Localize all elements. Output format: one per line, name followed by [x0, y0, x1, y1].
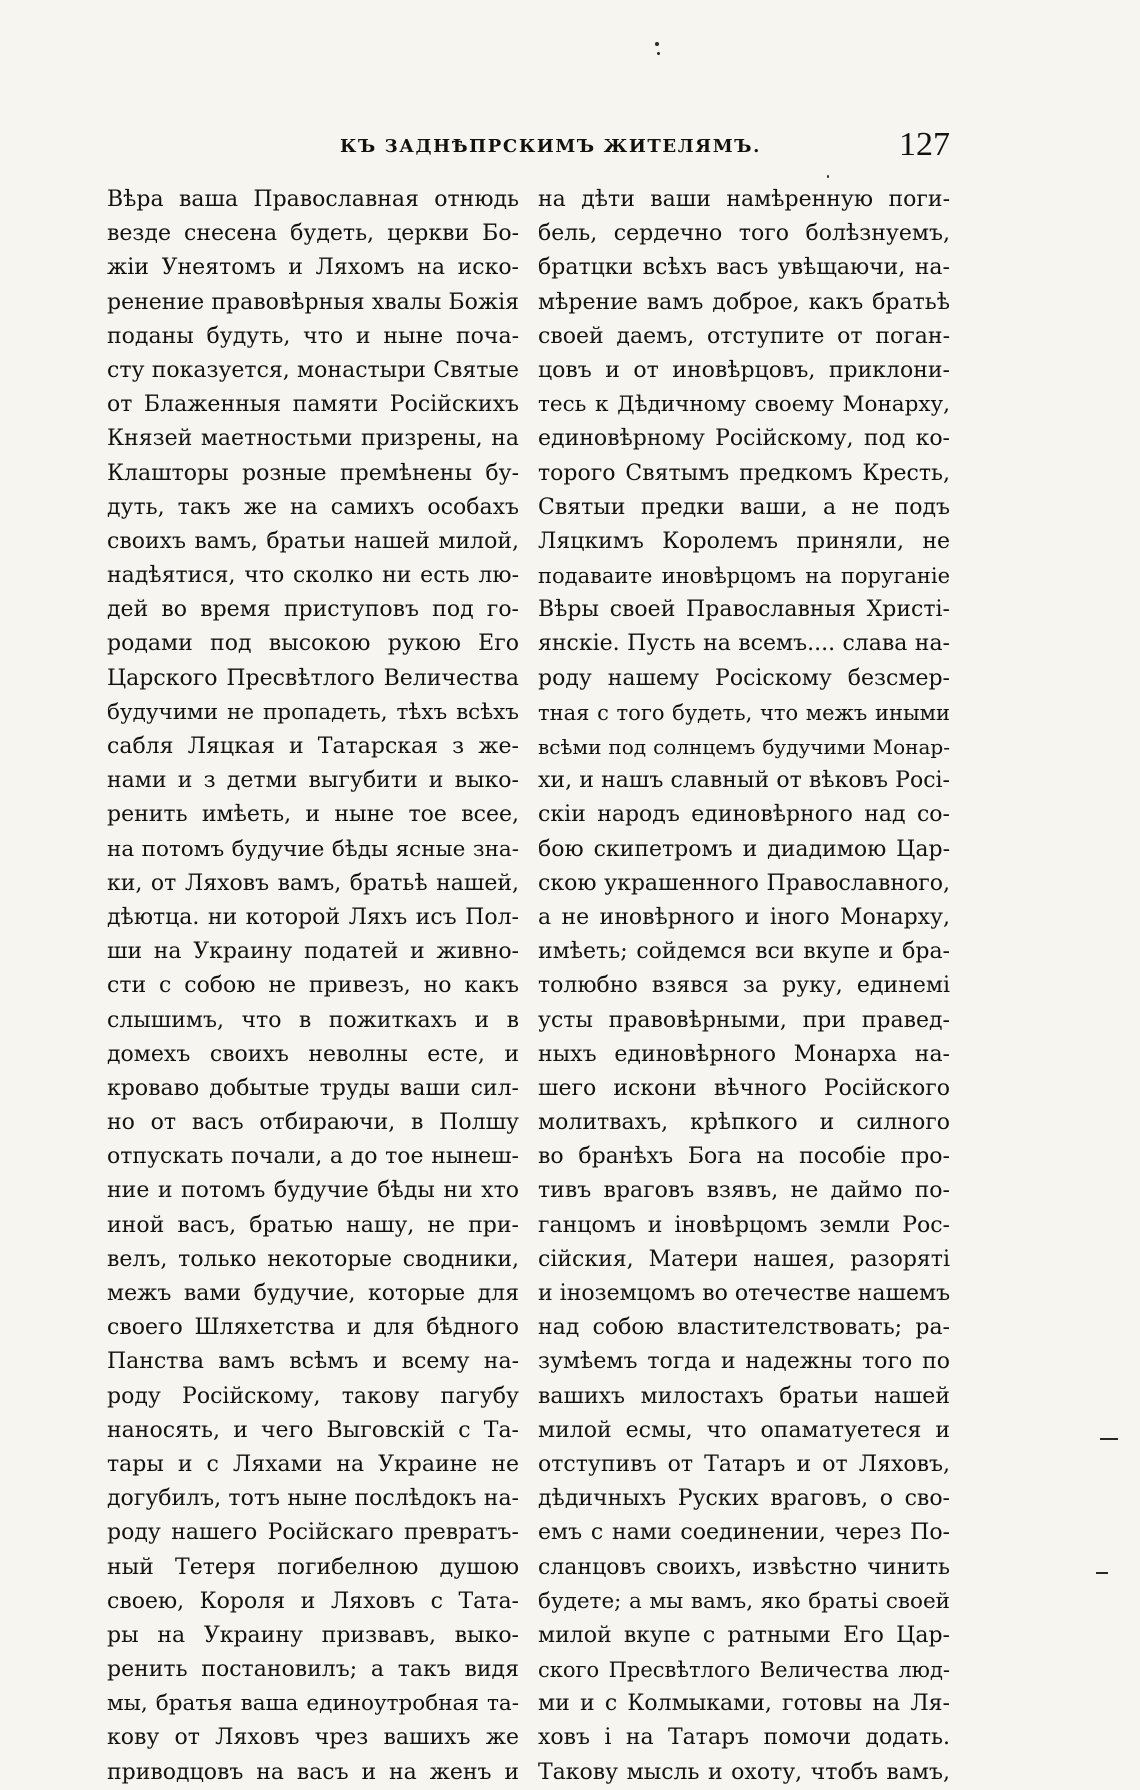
text-line: дѣютца. ни которой Ляхъ исъ Пол-	[107, 904, 519, 930]
text-line: родами под высокою рукою Его	[107, 631, 519, 657]
text-line: надѣятися, что сколко ни есть лю-	[107, 563, 519, 589]
text-line: будучими не пропадеть, тѣхъ всѣхъ	[107, 699, 519, 725]
text-line: на потомъ будучие бѣды ясные зна-	[107, 836, 519, 862]
text-line: торого Святымъ предкомъ Кресть,	[538, 460, 950, 486]
left-column	[107, 183, 519, 1790]
text-line: имѣеть; сойдемся вси вкупе и бра-	[538, 939, 950, 965]
text-line: догубилъ, тотъ ныне послѣдокъ на-	[107, 1486, 519, 1512]
text-line: своихъ вамъ, братьи нашей милой,	[107, 528, 519, 554]
text-line: Панства вамъ всѣмъ и всему на-	[107, 1349, 519, 1375]
right-column	[538, 183, 950, 1790]
text-line: ныхъ единовѣрного Монарха на-	[538, 1041, 950, 1067]
text-line: своего Шляхетства и для бѣдного	[107, 1315, 519, 1341]
text-line: во бранѣхъ Бога на пособіе про-	[538, 1144, 950, 1170]
text-line: приводцовъ на васъ и на женъ и	[107, 1759, 519, 1785]
text-line: тары и с Ляхами на Украине не	[107, 1451, 519, 1477]
text-line: домехъ своихъ неволны есте, и	[107, 1041, 519, 1067]
text-line: единовѣрному Російскому, под ко-	[538, 426, 950, 452]
text-line: ренить имѣеть, и ныне тое всее,	[107, 802, 519, 828]
text-line: ховъ і на Татаръ помочи додать.	[538, 1725, 950, 1751]
text-line: роду нашего Російскаго превратъ-	[107, 1520, 519, 1546]
text-line: скіи народъ единовѣрного над со-	[538, 802, 950, 828]
text-line: нами и з детми выгубити и выко-	[107, 768, 519, 794]
text-line: Вѣры своей Православныя Христі-	[538, 597, 950, 623]
page-number: 127	[899, 126, 950, 163]
text-line: а не иновѣрного и іного Монарху,	[538, 904, 950, 930]
text-line: сабля Ляцкая и Татарская з же-	[107, 734, 519, 759]
text-line: будете; а мы вамъ, яко братьі своей	[538, 1588, 950, 1614]
text-line: тная с того будеть, что межъ иными	[538, 700, 950, 725]
margin-mark-2	[1096, 1572, 1108, 1574]
text-line: ние и потомъ будучие бѣды ни хто	[107, 1178, 519, 1204]
text-line: везде снесена будеть, церкви Бо-	[107, 221, 519, 247]
text-line: бель, сердечно того болѣзнуемъ,	[538, 221, 950, 247]
text-line: ши на Украину податей и живно-	[107, 939, 519, 965]
text-line: своею, Короля и Ляховъ с Тата-	[107, 1588, 519, 1614]
text-line: дуть, такъ же на самихъ особахъ	[107, 494, 519, 520]
text-line: янскіе. Пусть на всемъ.... слава на-	[538, 631, 950, 657]
text-line: ганцомъ и іновѣрцомъ земли Рос-	[538, 1212, 950, 1238]
text-line: милой вкупе с ратными Его Цар-	[538, 1622, 950, 1648]
text-line: вашихъ милостахъ братьи нашей	[538, 1383, 950, 1409]
text-line: но от васъ отбираючи, в Полшу	[107, 1110, 519, 1136]
text-line: и іноземцомъ во отечестве нашемъ	[538, 1281, 950, 1306]
text-line: роду нашему Росіскому безсмер-	[538, 665, 950, 691]
text-line: дѣдичныхъ Руских враговъ, о сво-	[538, 1486, 950, 1512]
text-line: бою скипетромъ и диадимою Цар-	[538, 836, 950, 862]
text-line: своей даемъ, отступите от поган-	[538, 323, 950, 349]
text-line: дей во время приступовъ под го-	[107, 597, 519, 623]
text-line: отпускать почали, а до тое нынеш-	[107, 1144, 519, 1170]
text-line: от Блаженныя памяти Російскихъ	[107, 392, 519, 418]
text-line: Князей маетностьми призрены, на	[107, 426, 519, 452]
text-line: всѣми под солнцемъ будучими Монар-	[538, 735, 950, 759]
text-line: мы, братья ваша единоутробная та-	[107, 1691, 519, 1717]
text-line: Вѣра ваша Православная отнюдь	[107, 187, 519, 212]
text-line: сланцовъ своихъ, извѣстно чинить	[538, 1554, 950, 1580]
text-line: ки, от Ляховъ вамъ, братьѣ нашей,	[107, 870, 519, 896]
text-line: Царского Пресвѣтлого Величества	[107, 665, 519, 691]
margin-mark	[1100, 1438, 1118, 1440]
text-line: мѣрение вамъ доброе, какъ братьѣ	[538, 289, 950, 315]
text-line: Такову мысль и охоту, чтобъ вамъ,	[538, 1759, 950, 1785]
page-header	[340, 128, 950, 168]
text-line: толюбно взявся за руку, единемі	[538, 973, 950, 999]
text-line: кроваво добытые труды ваши сил-	[107, 1075, 519, 1101]
ink-speck-mid	[827, 175, 829, 178]
text-line: ренение правовѣрныя хвалы Божія	[107, 289, 519, 315]
text-line: зумѣемъ тогда и надежны того по	[538, 1349, 950, 1375]
text-line: Святыи предки ваши, а не подъ	[538, 494, 950, 520]
text-line: ренить постановилъ; а такъ видя	[107, 1657, 519, 1683]
text-line: молитвахъ, крѣпкого и силного	[538, 1110, 950, 1136]
text-line: на дѣти ваши намѣренную поги-	[538, 187, 950, 212]
text-line: сту показуется, монастыри Святые	[107, 357, 519, 383]
text-line: межъ вами будучие, которые для	[107, 1281, 519, 1306]
text-line: шего искони вѣчного Російского	[538, 1075, 950, 1101]
text-line: роду Російскому, такову пагубу	[107, 1383, 519, 1409]
text-line: Ляцкимъ Королемъ приняли, не	[538, 528, 950, 554]
text-line: сійския, Матери нашея, разоряті	[538, 1246, 950, 1272]
text-line: поданы будуть, что и ныне поча-	[107, 323, 519, 349]
text-line: Клашторы розные премѣнены бу-	[107, 460, 519, 486]
text-line: наносять, и чего Выговскій с Та-	[107, 1417, 519, 1443]
text-line: ми и с Колмыками, готовы на Ля-	[538, 1691, 950, 1717]
text-line: кову от Ляховъ чрез вашихъ же	[107, 1725, 519, 1751]
text-line: скою украшенного Православного,	[538, 870, 950, 896]
text-line: милой есмы, что опаматуетеся и	[538, 1417, 950, 1443]
text-line: хи, и нашъ славный от вѣковъ Росі-	[538, 768, 950, 794]
text-line: цовъ и от иновѣрцовъ, приклони-	[538, 357, 950, 383]
text-line: усты правовѣрными, при правед-	[538, 1007, 950, 1033]
text-line: братцки всѣхъ васъ увѣщаючи, на-	[538, 255, 950, 281]
text-line: жіи Унеятомъ и Ляхомъ на иско-	[107, 255, 519, 281]
ink-speck-top	[655, 42, 659, 46]
text-line: иной васъ, братью нашу, не при-	[107, 1212, 519, 1238]
running-title: КЪ ЗАДНѢПРСКИМЪ ЖИТЕЛЯМЪ.	[340, 136, 761, 157]
text-line: подаваите иновѣрцомъ на поруганіе	[538, 564, 950, 589]
text-line: ный Тетеря погибелною душою	[107, 1554, 519, 1580]
text-line: емъ с нами соединении, через По-	[538, 1520, 950, 1546]
text-line: сти с собою не привезъ, но какъ	[107, 973, 519, 999]
text-line: ры на Украину призвавъ, выко-	[107, 1622, 519, 1648]
text-line: ского Пресвѣтлого Величества люд-	[538, 1658, 950, 1683]
text-line: над собою властителствовать; ра-	[538, 1315, 950, 1341]
text-line: тивъ враговъ взявъ, не даймо по-	[538, 1178, 950, 1204]
text-line: отступивъ от Татаръ и от Ляховъ,	[538, 1451, 950, 1477]
text-line: слышимъ, что в пожиткахъ и в	[107, 1007, 519, 1033]
text-line: тесь к Дѣдичному своему Монарху,	[538, 392, 950, 418]
text-line: велъ, только некоторые сводники,	[107, 1246, 519, 1272]
ink-speck-top-2	[657, 52, 660, 55]
